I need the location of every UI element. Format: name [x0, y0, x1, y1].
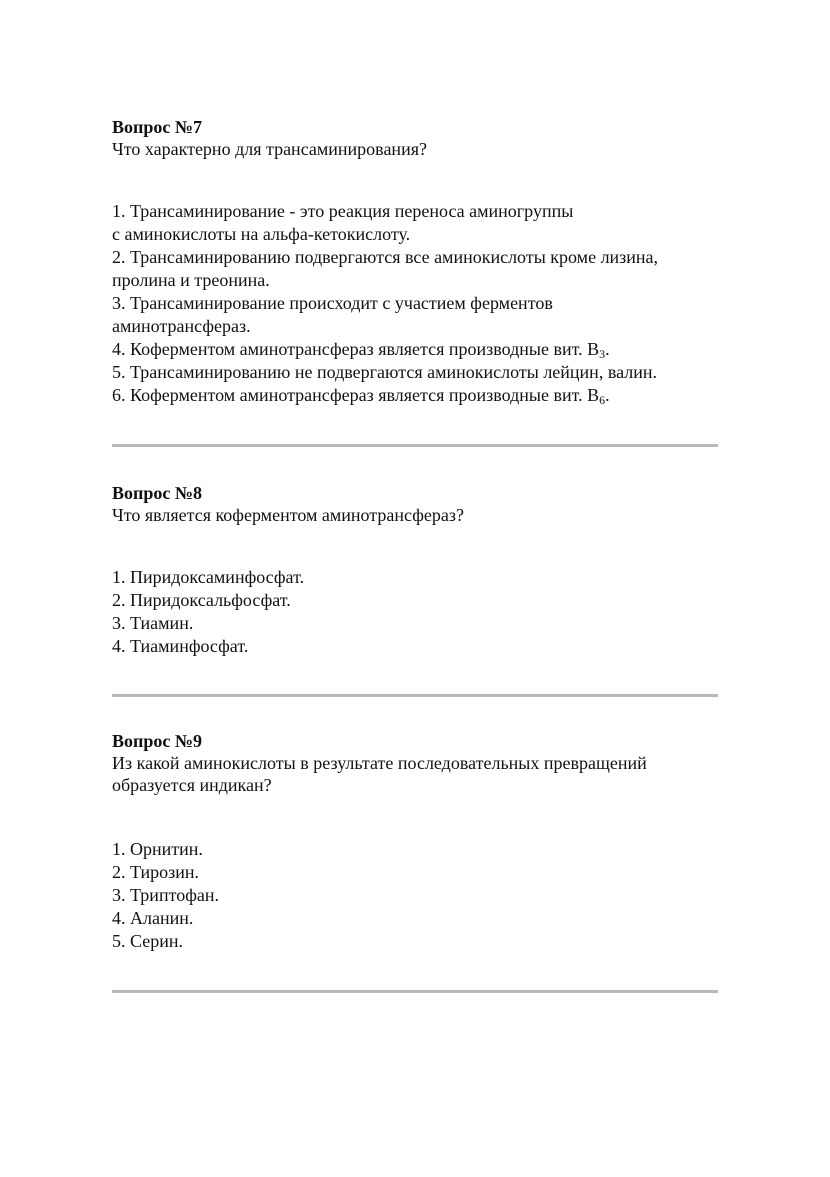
answer-list [112, 838, 718, 953]
answer-line: 6. Коферментом аминотрансфераз является производные вит. $B_6$. [112, 385, 610, 407]
answer-line: 4. Аланин. [112, 908, 194, 928]
question-text: образуется индикан? [112, 775, 272, 795]
answer-line: с аминокислоты на альфа-кетокислоту. [112, 224, 411, 244]
question-title: Вопрос №9 [112, 731, 202, 751]
answer-line: 3. Трансаминирование происходит с участием ферментов [112, 293, 553, 313]
question-text: Что характерно для трансаминирования? [112, 139, 427, 159]
answer-list [112, 566, 718, 658]
subscript: 6 [599, 393, 606, 407]
answer-line: 1. Орнитин. [112, 839, 203, 859]
answer-line: 2. Тирозин. [112, 862, 200, 882]
question-9 [112, 730, 718, 953]
divider [112, 444, 718, 447]
answer-line: 2. Трансаминированию подвергаются все аминокислоты кроме лизина, [112, 247, 659, 267]
answer-line: 5. Трансаминированию не подвергаются аминокислоты лейцин, валин. [112, 362, 657, 382]
answer-line: 4. Тиаминфосфат. [112, 636, 249, 656]
subscript: 3 [599, 347, 606, 361]
answer-line: 5. Серин. [112, 931, 183, 951]
question-title: Вопрос №7 [112, 117, 202, 137]
answer-line: 1. Пиридоксаминфосфат. [112, 567, 305, 587]
divider [112, 694, 718, 697]
answer-line: пролина и треонина. [112, 270, 270, 290]
question-title: Вопрос №8 [112, 483, 202, 503]
answer-line: 3. Тиамин. [112, 613, 194, 633]
question-text: Из какой аминокислоты в результате последовательных превращений [112, 753, 647, 773]
answer-line: 4. Коферментом аминотрансфераз является производные вит. $B_3$. [112, 339, 610, 361]
answer-text: 4. Коферментом аминотрансфераз является производные вит. B [112, 339, 600, 359]
answer-line: аминотрансфераз. [112, 316, 251, 336]
question-text: Что является коферментом аминотрансфераз? [112, 505, 464, 525]
divider [112, 990, 718, 993]
answer-text: 6. Коферментом аминотрансфераз является производные вит. B [112, 385, 600, 405]
answer-line: 1. Трансаминирование - это реакция переноса аминогруппы [112, 201, 574, 221]
answer-line: 3. Триптофан. [112, 885, 219, 905]
answer-list [112, 200, 718, 407]
question-7 [112, 116, 718, 407]
question-8 [112, 482, 718, 658]
answer-line: 2. Пиридоксальфосфат. [112, 590, 291, 610]
